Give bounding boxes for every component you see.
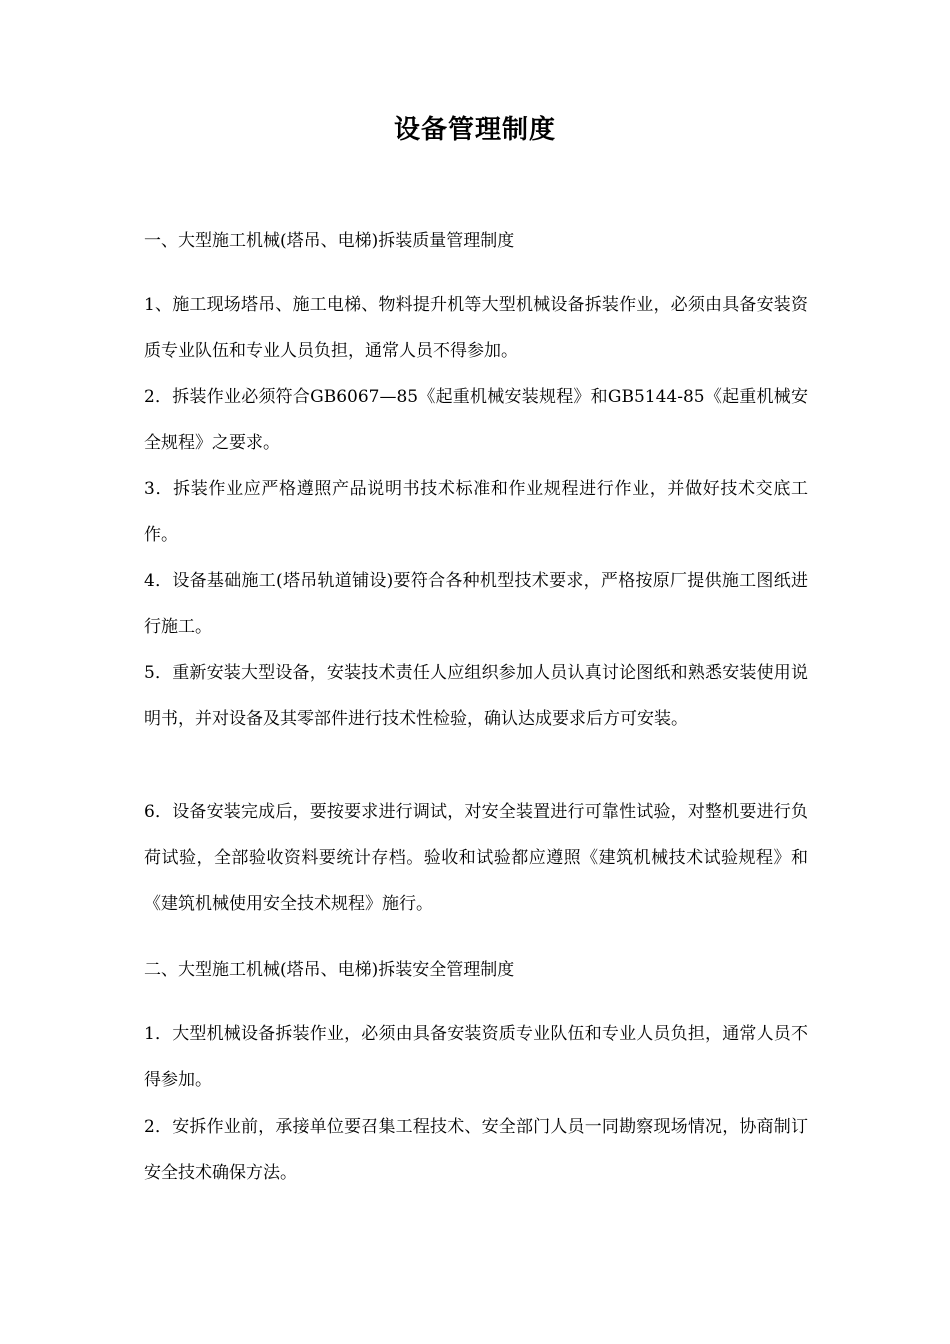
section-heading-1: 一、大型施工机械(塔吊、电梯)拆装质量管理制度: [144, 231, 515, 251]
section-1-item-3: 3．拆装作业应严格遵照产品说明书技术标准和作业规程进行作业，并做好技术交底工作。: [144, 479, 808, 545]
section-1-item-2: 2．拆装作业必须符合GB6067—85《起重机械安装规程》和GB5144-85《起重机械安全规程》之要求。: [144, 387, 808, 453]
page-title: 设备管理制度: [393, 115, 556, 145]
section-1-item-1: 1、施工现场塔吊、施工电梯、物料提升机等大型机械设备拆装作业，必须由具备安装资质专业队伍和专业人员负担，通常人员不得参加。: [144, 295, 808, 361]
section-1-item-4: 4．设备基础施工(塔吊轨道铺设)要符合各种机型技术要求，严格按原厂提供施工图纸进行施工。: [144, 571, 808, 637]
section-1-item-6: 6．设备安装完成后，要按要求进行调试，对安全装置进行可靠性试验，对整机要进行负荷试验，全部验收资料要统计存档。验收和试验都应遵照《建筑机械技术试验规程》和《建筑机械使用安全技术规程》施行。: [144, 802, 808, 914]
section-heading-2: 二、大型施工机械(塔吊、电梯)拆装安全管理制度: [144, 960, 515, 980]
section-2-item-1: 1．大型机械设备拆装作业，必须由具备安装资质专业队伍和专业人员负担，通常人员不得参加。: [144, 1024, 808, 1090]
section-1-item-5: 5．重新安装大型设备，安装技术责任人应组织参加人员认真讨论图纸和熟悉安装使用说明书，并对设备及其零部件进行技术性检验，确认达成要求后方可安装。: [144, 663, 808, 729]
section-2-item-2: 2．安拆作业前，承接单位要召集工程技术、安全部门人员一同勘察现场情况，协商制订安全技术确保方法。: [144, 1117, 808, 1183]
